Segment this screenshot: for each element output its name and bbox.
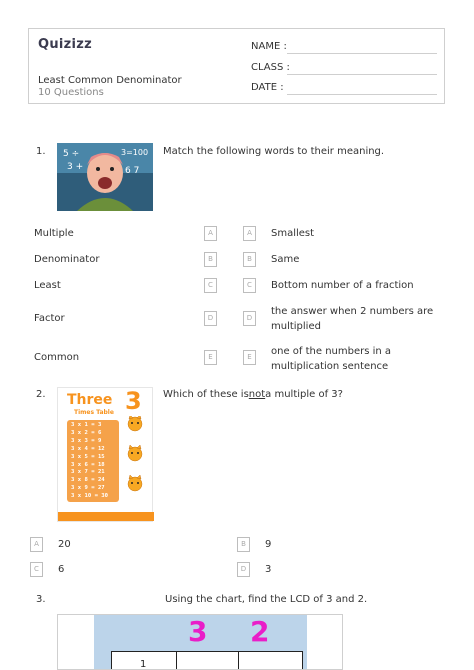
worksheet-title: Least Common Denominator <box>38 75 182 86</box>
match-letter-box[interactable]: A <box>204 226 217 241</box>
question-count: 10 Questions <box>38 87 104 98</box>
poster-subtitle: Times Table <box>74 409 114 416</box>
chart-column-number: 2 <box>250 615 270 648</box>
date-field[interactable] <box>287 94 437 95</box>
name-field[interactable] <box>287 53 437 54</box>
name-label: NAME : <box>251 41 287 52</box>
match-letter-box[interactable]: E <box>204 350 217 365</box>
times-table-row: 3 x 8 = 24 <box>71 477 105 484</box>
times-table-row: 3 x 4 = 12 <box>71 445 105 452</box>
match-letter-box[interactable]: D <box>243 311 256 326</box>
svg-text:5 ÷: 5 ÷ <box>63 149 80 159</box>
match-letter-box[interactable]: C <box>204 278 217 293</box>
match-definition: Smallest <box>271 228 315 239</box>
chart-divider <box>176 652 177 670</box>
option-text: 6 <box>58 564 65 575</box>
match-term: Factor <box>34 313 65 324</box>
question-prompt <box>163 389 343 400</box>
chart-row <box>111 651 303 670</box>
times-table-row: 3 x 2 = 6 <box>71 429 102 436</box>
match-letter-box[interactable]: A <box>243 226 256 241</box>
times-table-poster <box>57 387 153 522</box>
option-text: 3 <box>265 564 272 575</box>
times-table-rows <box>71 422 108 501</box>
prompt-part: Which of these is <box>163 389 249 400</box>
chart-divider <box>238 652 239 670</box>
match-definition: Bottom number of a fraction <box>271 280 414 291</box>
option-letter-box[interactable]: D <box>237 562 250 577</box>
times-table-row: 3 x 5 = 15 <box>71 453 105 460</box>
option-text: 9 <box>265 539 272 550</box>
question-number: 3. <box>36 594 46 605</box>
times-table-panel <box>67 420 119 502</box>
times-table-row: 3 x 7 = 21 <box>71 469 105 476</box>
match-term: Common <box>34 352 80 363</box>
match-term: Least <box>34 280 61 291</box>
times-table-row: 3 x 6 = 18 <box>71 461 105 468</box>
poster-number: 3 <box>125 387 142 415</box>
chart-cell: 1 <box>140 659 147 670</box>
times-table-row: 3 x 3 = 9 <box>71 437 102 444</box>
times-table-row: 3 x 1 = 3 <box>71 422 102 428</box>
prompt-emphasis: not <box>248 389 266 400</box>
question-prompt: Match the following words to their meaning. <box>163 146 385 157</box>
match-letter-box[interactable]: B <box>204 252 217 267</box>
match-term: Multiple <box>34 228 74 239</box>
worksheet-header <box>28 28 445 104</box>
svg-text:3=100: 3=100 <box>121 148 149 157</box>
match-letter-box[interactable]: E <box>243 350 256 365</box>
question-prompt: Using the chart, find the LCD of 3 and 2. <box>165 594 368 605</box>
cartoon-boy-image <box>57 143 153 211</box>
poster-title: Three <box>67 392 113 408</box>
question-number: 1. <box>36 146 46 157</box>
match-letter-box[interactable]: B <box>243 252 256 267</box>
prompt-part: a multiple of 3? <box>265 389 343 400</box>
cartoon-cat-icons <box>123 416 147 496</box>
date-label: DATE : <box>251 82 284 93</box>
lcd-chart-image <box>57 614 343 670</box>
option-text: 20 <box>58 539 71 550</box>
poster-footer-bar <box>58 512 154 521</box>
option-letter-box[interactable]: B <box>237 537 250 552</box>
match-letter-box[interactable]: C <box>243 278 256 293</box>
chart-column-number: 3 <box>188 615 208 648</box>
match-letter-box[interactable]: D <box>204 311 217 326</box>
option-letter-box[interactable]: C <box>30 562 43 577</box>
match-definition: the answer when 2 numbers are multiplied <box>271 306 434 332</box>
times-table-row: 3 x 10 = 30 <box>71 493 109 500</box>
svg-text:3 +: 3 + <box>67 162 84 172</box>
svg-text:6 7: 6 7 <box>125 166 140 176</box>
option-letter-box[interactable]: A <box>30 537 43 552</box>
match-definition: Same <box>271 254 300 265</box>
question-number: 2. <box>36 389 46 400</box>
match-term: Denominator <box>34 254 100 265</box>
times-table-row: 3 x 9 = 27 <box>71 485 105 492</box>
quizizz-logo: Quizizz <box>38 37 93 52</box>
class-field[interactable] <box>287 74 437 75</box>
question-image <box>57 143 153 211</box>
class-label: CLASS : <box>251 62 290 73</box>
match-definition: one of the numbers in a multiplication sentence <box>271 346 392 372</box>
